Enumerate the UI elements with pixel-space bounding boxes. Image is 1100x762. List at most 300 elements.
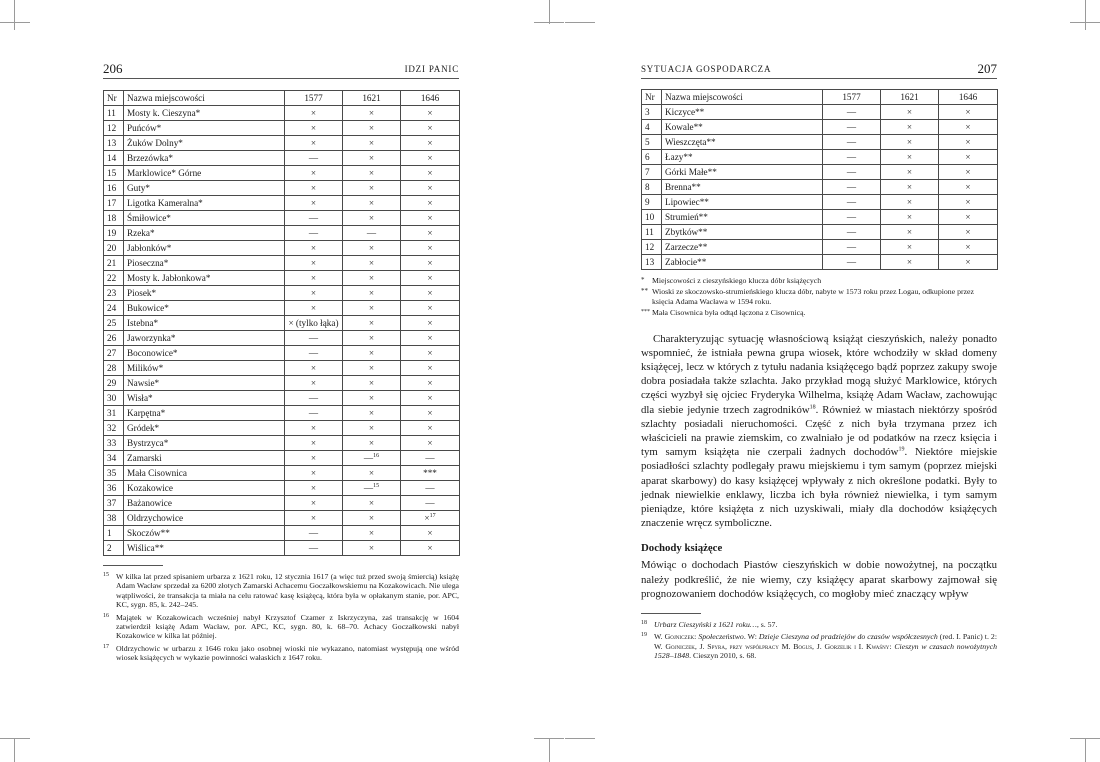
table-row bbox=[104, 406, 460, 421]
cell-village-name: Rzeka* bbox=[124, 226, 285, 241]
table-row bbox=[104, 136, 460, 151]
table-row bbox=[642, 225, 998, 240]
table-row bbox=[104, 541, 460, 556]
table-row bbox=[104, 376, 460, 391]
footnote-text: Oldrzychowic w urbarzu z 1646 roku jako osobnej wioski nie wykazano, natomiast występują one wśród wiosek książęcych w wykazie powinności wałaskich z 1647 roku. bbox=[116, 643, 459, 663]
footnote-17 bbox=[103, 644, 459, 663]
cell-1646: × bbox=[939, 150, 998, 165]
cell-1577: × bbox=[285, 271, 343, 286]
cell-1621: × bbox=[343, 241, 401, 256]
cell-1621: × bbox=[343, 436, 401, 451]
cell-1621: × bbox=[881, 135, 939, 150]
footnote-mark: 15 bbox=[103, 572, 109, 578]
cell-1621: × bbox=[343, 121, 401, 136]
cell-1621: × bbox=[881, 255, 939, 270]
cell-1577: — bbox=[823, 210, 881, 225]
cell-nr: 4 bbox=[642, 120, 662, 135]
cell-nr: 12 bbox=[642, 240, 662, 255]
cell-nr: 11 bbox=[642, 225, 662, 240]
cell-1646: × bbox=[401, 211, 460, 226]
col-header-nr: Nr bbox=[642, 90, 662, 105]
cell-village-name: Gródek* bbox=[124, 421, 285, 436]
footnote-text: . W: bbox=[743, 632, 759, 642]
footnotes-right bbox=[641, 620, 997, 661]
cell-1621: × bbox=[343, 301, 401, 316]
footnote-text: , s. 57. bbox=[756, 620, 778, 630]
cell-village-name: Piosek* bbox=[124, 286, 285, 301]
cell-village-name: Brenna** bbox=[662, 180, 823, 195]
cell-1621: × bbox=[343, 376, 401, 391]
footnote-text: : bbox=[694, 632, 699, 642]
cell-nr: 30 bbox=[104, 391, 124, 406]
table-row bbox=[104, 286, 460, 301]
cell-1646: × bbox=[401, 421, 460, 436]
cell-1646: × bbox=[939, 165, 998, 180]
cell-1621: × bbox=[343, 346, 401, 361]
footnote-title: Dzieje Cieszyna od pradziejów do czasów współczesnych bbox=[758, 632, 938, 642]
cell-1621: × bbox=[881, 210, 939, 225]
cell-nr: 33 bbox=[104, 436, 124, 451]
cell-1577: × bbox=[285, 511, 343, 526]
cell-village-name: Kowale** bbox=[662, 120, 823, 135]
cell-1577: × bbox=[285, 466, 343, 481]
cell-1621: × bbox=[881, 120, 939, 135]
cell-village-name: Ligotka Kameralna* bbox=[124, 196, 285, 211]
cell-nr: 18 bbox=[104, 211, 124, 226]
footnote-15 bbox=[103, 572, 459, 610]
paragraph-text: Charakteryzując sytuację własnościową książąt cieszyńskich, należy ponadto wspomnieć, że istniała pewna grupa wiosek, które wchodziły w skład domeny książęcej, lecz w których z tytułu nadania książęcego bądź poprzez zakupy swoje dobra posiadała także szlachta. Jako przykład mogą służyć Marklowice, których części wyzbył się ojciec Fryderyka Wilhelma, książę Adam Wacław, zachowując dla siebie jedynie trzech zagrodników bbox=[641, 332, 997, 416]
cell-1577: — bbox=[823, 135, 881, 150]
footnote-19 bbox=[641, 632, 997, 660]
cell-village-name: Zarzecze** bbox=[662, 240, 823, 255]
cell-1577: × bbox=[285, 421, 343, 436]
cell-1577: — bbox=[823, 255, 881, 270]
cell-nr: 34 bbox=[104, 451, 124, 466]
cell-nr: 8 bbox=[642, 180, 662, 195]
footnote-ref: 18 bbox=[809, 404, 816, 411]
cell-1577: × bbox=[285, 136, 343, 151]
table-row bbox=[104, 106, 460, 121]
cell-1621: × bbox=[343, 151, 401, 166]
cell-1646: × bbox=[401, 346, 460, 361]
cell-1577: — bbox=[285, 331, 343, 346]
table-notes bbox=[641, 276, 997, 318]
cell-village-name: Wieszczęta** bbox=[662, 135, 823, 150]
col-header-1621: 1621 bbox=[343, 91, 401, 106]
table-row bbox=[104, 211, 460, 226]
running-head-left bbox=[103, 62, 459, 79]
table-row bbox=[104, 256, 460, 271]
table-row bbox=[104, 436, 460, 451]
cell-nr: 6 bbox=[642, 150, 662, 165]
cell-1646: — bbox=[401, 496, 460, 511]
table-header-row bbox=[642, 90, 998, 105]
cell-1577: × bbox=[285, 436, 343, 451]
cell-1621: × bbox=[343, 181, 401, 196]
cell-village-name: Marklowice* Górne bbox=[124, 166, 285, 181]
table-note bbox=[641, 276, 997, 285]
cell-1646: × bbox=[939, 180, 998, 195]
section-heading: Dochody książęce bbox=[641, 542, 723, 555]
cell-village-name: Pioseczna* bbox=[124, 256, 285, 271]
cell-1646: × bbox=[401, 121, 460, 136]
cell-1577: × bbox=[285, 361, 343, 376]
note-text: Wioski ze skoczowsko-strumieńskiego klucza dóbr, nabyte w 1573 roku przez Logau, odkupione przez księcia Adama Wacława w 1594 roku. bbox=[652, 287, 974, 306]
note-mark: *** bbox=[641, 309, 650, 316]
cell-1621: × bbox=[343, 526, 401, 541]
cell-village-name: Bażanowice bbox=[124, 496, 285, 511]
cell-1646: × bbox=[401, 241, 460, 256]
cell-1646: × bbox=[401, 331, 460, 346]
cell-nr: 25 bbox=[104, 316, 124, 331]
cell-1621: × bbox=[343, 286, 401, 301]
table-header-row bbox=[104, 91, 460, 106]
note-mark: ** bbox=[641, 287, 648, 296]
cell-village-name: Guty* bbox=[124, 181, 285, 196]
cell-village-name: Istebna* bbox=[124, 316, 285, 331]
table-row bbox=[104, 511, 460, 526]
cell-village-name: Górki Małe** bbox=[662, 165, 823, 180]
cell-1577: × (tylko łąka) bbox=[285, 316, 343, 331]
cell-1646: × bbox=[939, 135, 998, 150]
cell-1577: — bbox=[285, 541, 343, 556]
table-row bbox=[104, 466, 460, 481]
table-row bbox=[104, 241, 460, 256]
cell-1621: × bbox=[881, 225, 939, 240]
cell-nr: 16 bbox=[104, 181, 124, 196]
table-row bbox=[104, 331, 460, 346]
villages-table bbox=[103, 90, 460, 556]
cell-1577: × bbox=[285, 301, 343, 316]
cell-1646: × bbox=[401, 376, 460, 391]
footnote-title: Cieszyn w czasach nowożytnych 1528–1848 bbox=[654, 641, 997, 661]
table-row bbox=[104, 391, 460, 406]
table-row bbox=[104, 526, 460, 541]
table-row bbox=[104, 151, 460, 166]
cell-nr: 31 bbox=[104, 406, 124, 421]
running-title: IDZI PANIC bbox=[404, 64, 459, 74]
cell-village-name: Jabłonków* bbox=[124, 241, 285, 256]
cell-nr: 7 bbox=[642, 165, 662, 180]
right-page bbox=[641, 62, 997, 664]
footnote-16 bbox=[103, 613, 459, 641]
cell-1621: × bbox=[343, 211, 401, 226]
cell-nr: 22 bbox=[104, 271, 124, 286]
cell-nr: 27 bbox=[104, 346, 124, 361]
cell-1646: ×$^{17}$ bbox=[401, 511, 460, 526]
cell-village-name: Lipowiec** bbox=[662, 195, 823, 210]
cell-1621: × bbox=[343, 106, 401, 121]
cell-1646: × bbox=[401, 541, 460, 556]
footnote-mark: 16 bbox=[103, 612, 109, 619]
cell-village-name: Boconowice* bbox=[124, 346, 285, 361]
cell-village-name: Jaworzynka* bbox=[124, 331, 285, 346]
cell-nr: 29 bbox=[104, 376, 124, 391]
table-row bbox=[104, 121, 460, 136]
table-row bbox=[104, 496, 460, 511]
body-paragraph: Mówiąc o dochodach Piastów cieszyńskich w dobie nowożytnej, na początku należy podkreślić, że nie wiemy, czy książęcy aparat skarbowy zajmował się prognozowaniem dochodów książęcych, co mogłoby mieć znaczący wpływ bbox=[641, 559, 997, 600]
cell-nr: 14 bbox=[104, 151, 124, 166]
table-row bbox=[642, 135, 998, 150]
cell-1621: × bbox=[881, 150, 939, 165]
cell-1577: × bbox=[285, 196, 343, 211]
cell-1577: — bbox=[823, 165, 881, 180]
cell-1621: × bbox=[881, 195, 939, 210]
cell-village-name: Oldrzychowice bbox=[124, 511, 285, 526]
cell-village-name: Bukowice* bbox=[124, 301, 285, 316]
cell-nr: 32 bbox=[104, 421, 124, 436]
cell-nr: 21 bbox=[104, 256, 124, 271]
footnote-rule bbox=[641, 613, 701, 614]
footnote-mark: 17 bbox=[103, 643, 109, 650]
table-row bbox=[642, 150, 998, 165]
cell-nr: 17 bbox=[104, 196, 124, 211]
cell-1621: × bbox=[343, 496, 401, 511]
footnote-title: Urbarz Cieszyński z 1621 roku… bbox=[654, 620, 757, 630]
footnote-ref: 16 bbox=[373, 452, 380, 459]
footnote-ref: 17 bbox=[429, 512, 436, 519]
paragraph-text: . Niektóre miejskie posiadłości szlachty podlegały prawu miejskiemu i tym samym (poprzez miejski aparat skarbowy) do kasy książęcej wpływały z nich określone podatki. Były to jednak niewielkie enklawy, liczba ich była również niewielka, i tym samym pieniądze, które książęta z nich uzyskiwali, miały dla dochodów książęcych znaczenie wręcz symboliczne. bbox=[641, 446, 997, 530]
running-head-right bbox=[641, 62, 997, 79]
cell-nr: 24 bbox=[104, 301, 124, 316]
cell-1621: × bbox=[881, 105, 939, 120]
cell-nr: 26 bbox=[104, 331, 124, 346]
cell-1621: × bbox=[343, 421, 401, 436]
table-row bbox=[642, 195, 998, 210]
cell-1646: × bbox=[401, 181, 460, 196]
cell-1621: —$^{16}$ bbox=[343, 451, 401, 466]
table-row bbox=[642, 255, 998, 270]
cell-village-name: Nawsie* bbox=[124, 376, 285, 391]
cell-1646: — bbox=[401, 451, 460, 466]
cell-1646: × bbox=[401, 226, 460, 241]
cell-nr: 10 bbox=[642, 210, 662, 225]
col-header-nr: Nr bbox=[104, 91, 124, 106]
cell-1646: × bbox=[401, 286, 460, 301]
cell-nr: 13 bbox=[642, 255, 662, 270]
cell-nr: 19 bbox=[104, 226, 124, 241]
table-row bbox=[104, 346, 460, 361]
cell-1577: × bbox=[285, 451, 343, 466]
cell-1621: —$^{15}$ bbox=[343, 481, 401, 496]
footnote-18 bbox=[641, 620, 997, 629]
cell-1646: × bbox=[401, 196, 460, 211]
footnote-text: W kilka lat przed spisaniem urbarza z 1621 roku, 12 stycznia 1617 (a więc tuż przed swoją śmiercią) książę Adam Wacław sprzedał za 6200 złotych Zamarski Achacemu Goczałkowskiemu na Kozakowicach. Nie ulega wątpliwości, że transakcja ta miała na celu ratować kasę książęcą, która była w opłakanym stanie, por. APC, KC, sygn. 85, k. 242–245. bbox=[116, 572, 459, 610]
cell-village-name: Wisła* bbox=[124, 391, 285, 406]
cell-1621: × bbox=[343, 331, 401, 346]
cell-1621: × bbox=[343, 196, 401, 211]
cell-village-name: Kozakowice bbox=[124, 481, 285, 496]
cell-1646: × bbox=[939, 210, 998, 225]
cell-nr: 2 bbox=[104, 541, 124, 556]
cell-1621: × bbox=[343, 391, 401, 406]
running-title: SYTUACJA GOSPODARCZA bbox=[641, 64, 772, 74]
cell-1646: × bbox=[939, 225, 998, 240]
cell-1621: × bbox=[881, 180, 939, 195]
footnote-ref: 15 bbox=[373, 482, 380, 489]
villages-table-continued bbox=[641, 89, 998, 270]
cell-1621: × bbox=[343, 511, 401, 526]
table-row bbox=[642, 240, 998, 255]
cell-1621: × bbox=[343, 406, 401, 421]
footnote-ref: 19 bbox=[898, 446, 905, 453]
note-mark: * bbox=[641, 276, 645, 284]
cell-1577: × bbox=[285, 256, 343, 271]
cell-1577: × bbox=[285, 121, 343, 136]
cell-village-name: Zabłocie** bbox=[662, 255, 823, 270]
cell-village-name: Zamarski bbox=[124, 451, 285, 466]
cell-1577: — bbox=[823, 240, 881, 255]
cell-1577: × bbox=[285, 376, 343, 391]
cell-1577: — bbox=[823, 225, 881, 240]
cell-nr: 37 bbox=[104, 496, 124, 511]
page-number: 206 bbox=[103, 61, 123, 76]
cell-village-name: Łazy** bbox=[662, 150, 823, 165]
table-row bbox=[104, 196, 460, 211]
footnote-text: (red. I. Panic) t. 2: bbox=[937, 632, 997, 642]
cell-nr: 36 bbox=[104, 481, 124, 496]
cell-village-name: Milików* bbox=[124, 361, 285, 376]
cell-1646: — bbox=[401, 481, 460, 496]
cell-1646: × bbox=[401, 436, 460, 451]
cell-1577: — bbox=[285, 391, 343, 406]
cell-1646: × bbox=[401, 256, 460, 271]
col-header-1646: 1646 bbox=[401, 91, 460, 106]
cell-1577: × bbox=[285, 286, 343, 301]
cell-1621: × bbox=[343, 136, 401, 151]
cell-1646: × bbox=[401, 316, 460, 331]
cell-1577: — bbox=[823, 180, 881, 195]
col-header-1621: 1621 bbox=[881, 90, 939, 105]
cell-1646: × bbox=[939, 195, 998, 210]
cell-village-name: Bystrzyca* bbox=[124, 436, 285, 451]
col-header-1577: 1577 bbox=[285, 91, 343, 106]
cell-1646: × bbox=[939, 240, 998, 255]
table-row bbox=[642, 210, 998, 225]
cell-nr: 3 bbox=[642, 105, 662, 120]
cell-1577: × bbox=[285, 166, 343, 181]
page-number: 207 bbox=[977, 61, 997, 76]
table-row bbox=[104, 451, 460, 466]
cell-1577: — bbox=[823, 150, 881, 165]
cell-1621: × bbox=[881, 165, 939, 180]
cell-1577: — bbox=[285, 406, 343, 421]
cell-village-name: Mosty k. Cieszyna* bbox=[124, 106, 285, 121]
cell-1646: × bbox=[401, 301, 460, 316]
col-header-name: Nazwa miejscowości bbox=[124, 91, 285, 106]
paragraph-text: . Również w miastach niektórzy spośród szlachty posiadali nieruchomości. Część z nich była trzymana przez ich właścicieli na prawie ziemskim, co zwalniało je od podatków na rzecz księcia i tym samym książęta nie czerpali żadnych dochodów bbox=[641, 403, 997, 459]
cell-1646: × bbox=[939, 120, 998, 135]
table-note bbox=[641, 287, 997, 306]
table-row bbox=[104, 481, 460, 496]
footnotes-left bbox=[103, 572, 459, 663]
table-row bbox=[104, 181, 460, 196]
cell-1577: × bbox=[285, 481, 343, 496]
footnote-author: W. Gojniczek bbox=[654, 632, 695, 642]
cell-nr: 13 bbox=[104, 136, 124, 151]
cell-nr: 9 bbox=[642, 195, 662, 210]
cell-1621: × bbox=[343, 316, 401, 331]
cell-village-name: Śmiłowice* bbox=[124, 211, 285, 226]
col-header-name: Nazwa miejscowości bbox=[662, 90, 823, 105]
cell-village-name: Zbytków** bbox=[662, 225, 823, 240]
table-row bbox=[104, 271, 460, 286]
cell-1577: × bbox=[285, 241, 343, 256]
table-row bbox=[642, 180, 998, 195]
cell-1621: × bbox=[881, 240, 939, 255]
col-header-1577: 1577 bbox=[823, 90, 881, 105]
footnote-author: W. Gojniczek, J. Spyra, przy współpracy M. Bogus, J. Gorzelik i I. Kwaśny bbox=[654, 641, 890, 651]
cell-1577: — bbox=[285, 226, 343, 241]
cell-nr: 28 bbox=[104, 361, 124, 376]
cell-nr: 38 bbox=[104, 511, 124, 526]
footnote-rule bbox=[103, 565, 163, 566]
cell-1621: × bbox=[343, 166, 401, 181]
cell-village-name: Brzezówka* bbox=[124, 151, 285, 166]
cell-nr: 11 bbox=[104, 106, 124, 121]
footnote-title: Społeczeństwo bbox=[698, 632, 744, 642]
cell-village-name: Puńców* bbox=[124, 121, 285, 136]
table-row bbox=[104, 166, 460, 181]
cell-1621: — bbox=[343, 226, 401, 241]
table-row bbox=[104, 361, 460, 376]
cell-nr: 12 bbox=[104, 121, 124, 136]
cell-1577: — bbox=[823, 120, 881, 135]
cell-village-name: Mała Cisownica bbox=[124, 466, 285, 481]
cell-nr: 1 bbox=[104, 526, 124, 541]
cell-1577: × bbox=[285, 496, 343, 511]
table-row bbox=[642, 120, 998, 135]
table-row bbox=[642, 165, 998, 180]
cell-1577: — bbox=[285, 346, 343, 361]
cell-1646: × bbox=[401, 166, 460, 181]
cell-1577: — bbox=[823, 195, 881, 210]
cell-1646: × bbox=[401, 136, 460, 151]
cell-village-name: Kiczyce** bbox=[662, 105, 823, 120]
footnote-text: Majątek w Kozakowicach wcześniej nabył Krzysztof Czamer z Iskrzyczyna, zaś transakcję w 1604 zatwierdził książę Adam Wacław, por. APC, KC, sygn. 80, k. 68–70. Achacy Goczałkowski nabył Kozakowice w kilka lat później. bbox=[116, 612, 459, 641]
cell-1646: × bbox=[401, 526, 460, 541]
note-text: Mała Cisownica była odtąd łączona z Cisownicą. bbox=[652, 308, 806, 318]
table-row bbox=[104, 301, 460, 316]
cell-1646: × bbox=[401, 106, 460, 121]
footnote-mark: 18 bbox=[641, 620, 647, 627]
cell-1646: × bbox=[939, 255, 998, 270]
cell-1646: × bbox=[401, 271, 460, 286]
table-note bbox=[641, 308, 997, 317]
cell-1577: — bbox=[823, 105, 881, 120]
cell-1646: *** bbox=[401, 466, 460, 481]
cell-1577: — bbox=[285, 526, 343, 541]
cell-1577: — bbox=[285, 151, 343, 166]
cell-nr: 23 bbox=[104, 286, 124, 301]
body-paragraph bbox=[641, 332, 997, 531]
cell-1646: × bbox=[401, 361, 460, 376]
cell-1577: × bbox=[285, 181, 343, 196]
cell-1621: × bbox=[343, 541, 401, 556]
table-row bbox=[104, 316, 460, 331]
cell-nr: 20 bbox=[104, 241, 124, 256]
cell-village-name: Wiślica** bbox=[124, 541, 285, 556]
cell-1646: × bbox=[401, 151, 460, 166]
cell-1621: × bbox=[343, 466, 401, 481]
cell-nr: 5 bbox=[642, 135, 662, 150]
cell-1577: × bbox=[285, 106, 343, 121]
table-row bbox=[642, 105, 998, 120]
cell-1646: × bbox=[939, 105, 998, 120]
cell-1577: — bbox=[285, 211, 343, 226]
cell-village-name: Żuków Dolny* bbox=[124, 136, 285, 151]
cell-village-name: Mosty k. Jabłonkowa* bbox=[124, 271, 285, 286]
